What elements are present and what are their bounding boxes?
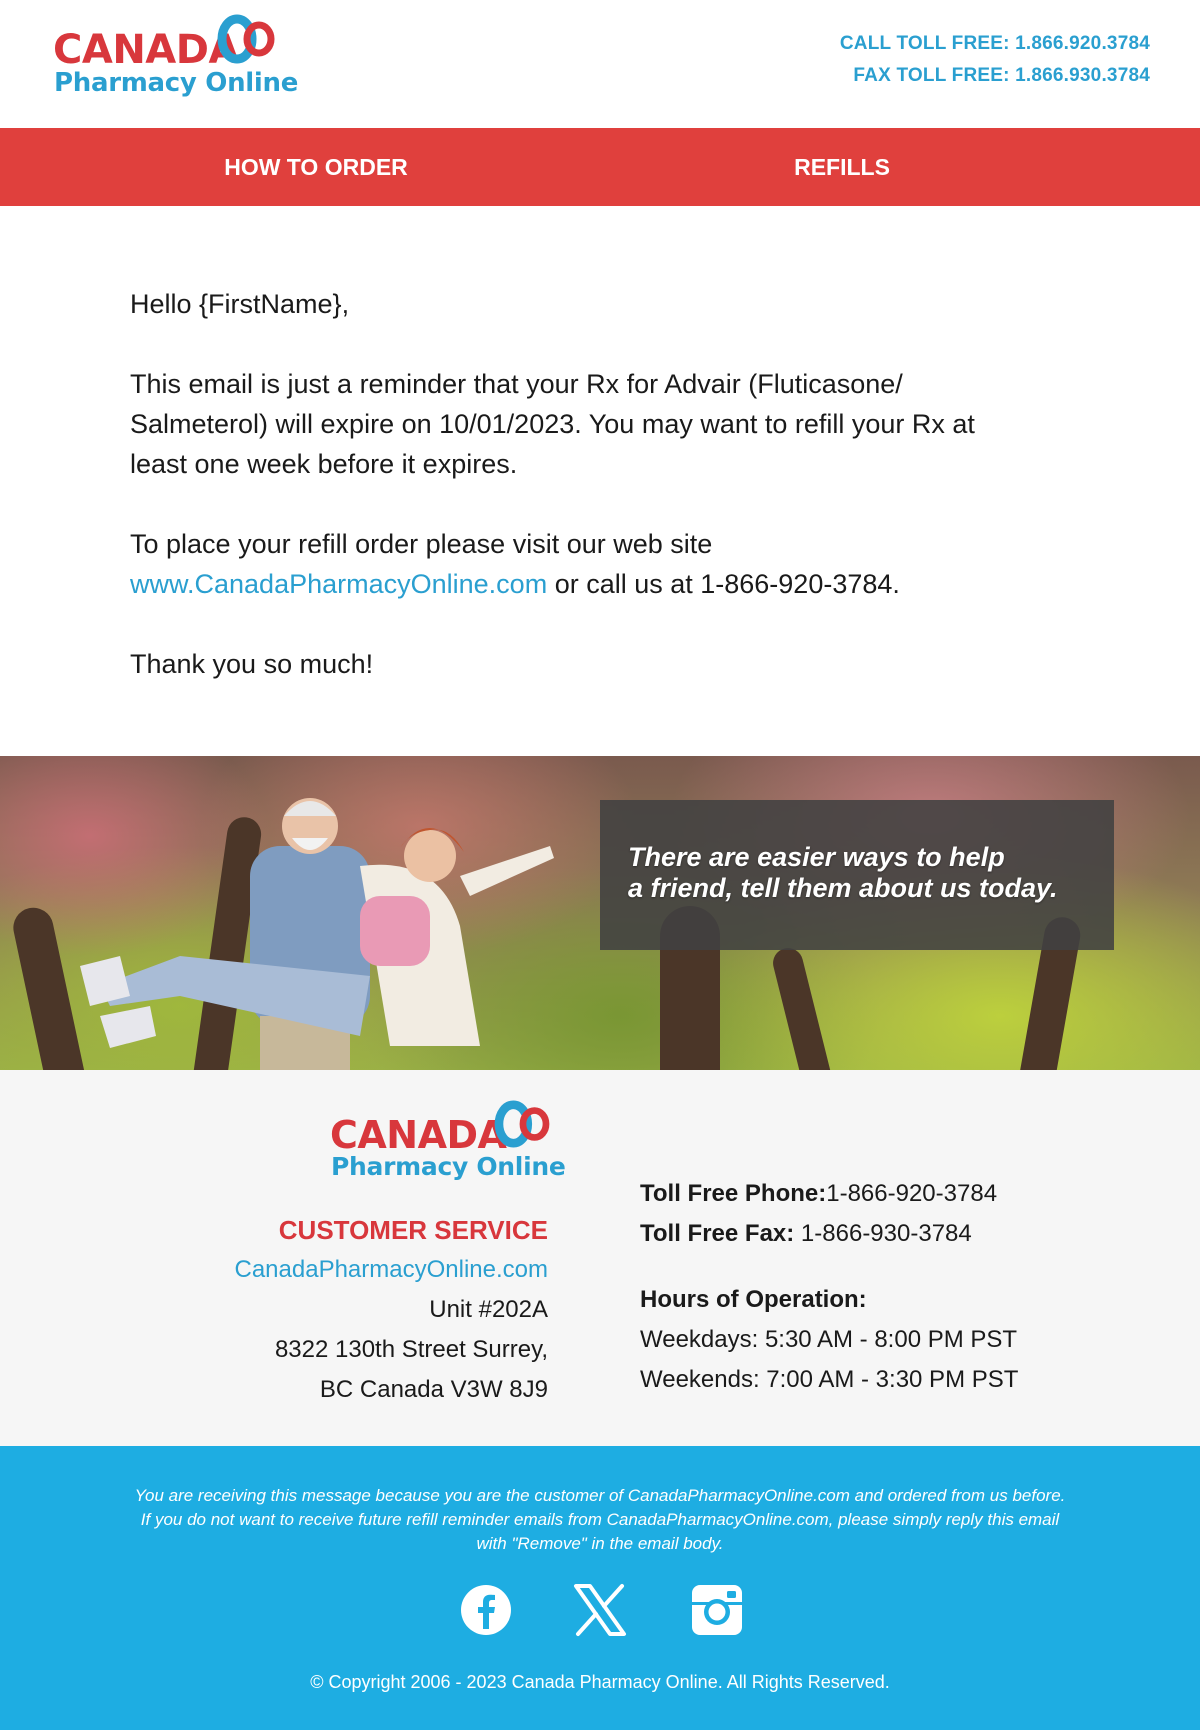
refill-line-1: To place your refill order please visit our web site: [130, 529, 713, 559]
nav-refills[interactable]: REFILLS: [794, 154, 890, 180]
logo-text-pharmacy-online: Pharmacy Online: [331, 1152, 566, 1181]
logo-text-canada: CANADA: [53, 27, 239, 73]
logo-rings-icon: [215, 14, 277, 64]
website-link[interactable]: www.CanadaPharmacyOnline.com: [130, 569, 548, 599]
fax-label: Toll Free Fax:: [640, 1220, 795, 1247]
referral-line-2: a friend, tell them about us today.: [628, 873, 1058, 903]
phone-value[interactable]: 1-866-920-3784: [826, 1180, 998, 1207]
refill-line-2: or call us at 1-866-920-3784.: [547, 569, 900, 599]
referral-line-1: There are easier ways to help: [628, 842, 1005, 872]
hero-banner: [0, 756, 1200, 1070]
refill-paragraph: [130, 524, 1070, 604]
fax-toll-free: FAX TOLL FREE: 1.866.930.3784: [853, 65, 1150, 86]
thank-you: Thank you so much!: [130, 649, 374, 679]
tree-trunk: [770, 945, 840, 1070]
reminder-paragraph: [130, 364, 1070, 484]
phone-and-hours: [640, 1174, 1018, 1400]
address-city: BC Canada V3W 8J9: [319, 1376, 548, 1403]
couple-photo: [60, 786, 620, 1070]
customer-service-heading: CUSTOMER SERVICE: [278, 1215, 548, 1245]
reminder-line-2: Salmeterol) will expire on 10/01/2023. You may want to refill your Rx at: [130, 409, 975, 439]
toll-free-contact: [840, 28, 1150, 92]
customer-service-address: [235, 1210, 549, 1410]
customer-service-site-link[interactable]: CanadaPharmacyOnline.com: [234, 1256, 548, 1283]
facebook-icon[interactable]: [458, 1582, 514, 1638]
address-unit: Unit #202A: [429, 1296, 548, 1323]
unsubscribe-disclaimer: You are receiving this message because you are the customer of CanadaPharmacyOnline.com and ordered from us before. If you do not want to receive future refill reminder emails from CanadaPharmacyOnline.com, please simply reply this email with "Remove" in the email body.: [134, 1486, 1066, 1553]
fax-value: 1-866-930-3784: [794, 1220, 972, 1247]
logo-text-pharmacy-online: Pharmacy Online: [54, 68, 299, 98]
email-footer: [0, 1446, 1200, 1730]
weekday-hours: Weekdays: 5:30 AM - 8:00 PM PST: [640, 1326, 1018, 1353]
logo-rings-icon: [492, 1100, 552, 1148]
brand-logo[interactable]: [53, 14, 299, 100]
toll-free-phone: [640, 1174, 1018, 1214]
reminder-line-3: least one week before it expires.: [130, 449, 518, 479]
nav-how-to-order[interactable]: HOW TO ORDER: [224, 154, 408, 180]
footer-brand-logo[interactable]: [330, 1100, 566, 1186]
toll-free-fax: [640, 1214, 1018, 1254]
social-links: [0, 1582, 1200, 1640]
phone-label: Toll Free Phone:: [640, 1180, 827, 1207]
hours-heading: [640, 1280, 1018, 1320]
weekend-hours: Weekends: 7:00 AM - 3:30 PM PST: [640, 1366, 1019, 1393]
instagram-icon[interactable]: [689, 1582, 745, 1638]
contact-info-section: [0, 1070, 1200, 1446]
hours-label: Hours of Operation:: [640, 1286, 867, 1313]
copyright: © Copyright 2006 - 2023 Canada Pharmacy Online. All Rights Reserved.: [310, 1672, 890, 1692]
referral-callout: [600, 800, 1114, 950]
nav-bar: [0, 128, 1200, 206]
reminder-line-1: This email is just a reminder that your Rx for Advair (Fluticasone/: [130, 369, 903, 399]
message-body: [0, 206, 1200, 756]
logo-text-canada: CANADA: [330, 1113, 507, 1157]
call-toll-free[interactable]: CALL TOLL FREE: 1.866.920.3784: [839, 33, 1150, 54]
email-header: [0, 0, 1200, 128]
greeting: Hello {FirstName},: [130, 289, 350, 319]
x-icon[interactable]: [572, 1582, 628, 1638]
address-street: 8322 130th Street Surrey,: [274, 1336, 548, 1363]
